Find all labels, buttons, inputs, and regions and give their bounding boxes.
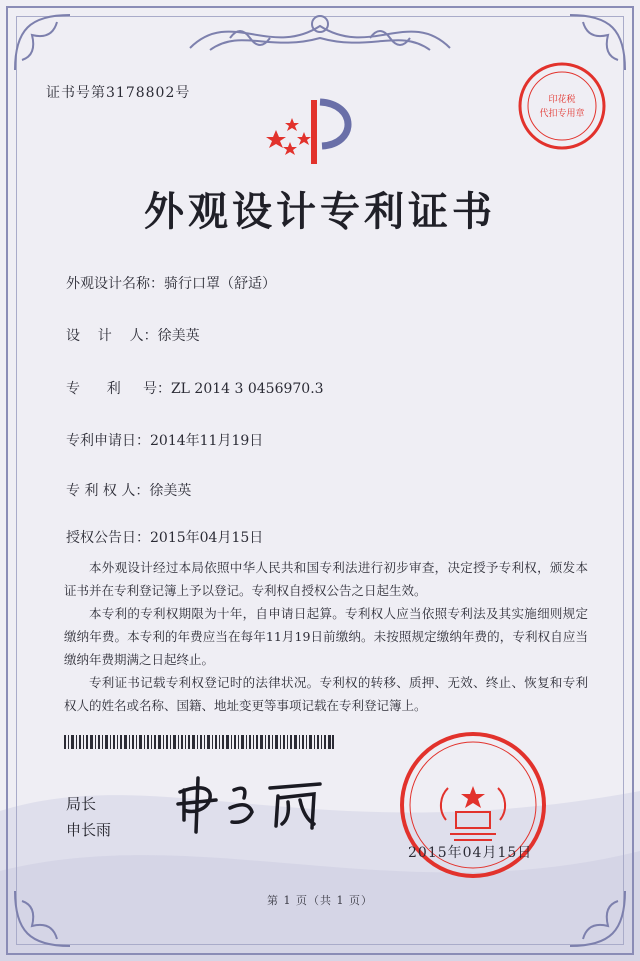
barcode [64, 735, 334, 749]
tax-stamp-seal [516, 60, 608, 152]
field-value: ZL 2014 3 0456970.3 [170, 381, 324, 397]
field-label: 专 利 权 人： [66, 483, 150, 499]
signature [170, 770, 340, 840]
field-label: 外观设计名称： [66, 276, 164, 292]
field-value: 2015年04月15日 [150, 530, 264, 546]
official-name: 申长雨 [66, 821, 112, 839]
field-label: 专利申请日： [66, 433, 150, 449]
field-value: 骑行口罩（舒适） [164, 276, 276, 292]
body-paragraph: 专利证书记载专利权登记时的法律状况。专利权的转移、质押、无效、终止、恢复和专利权人的姓名或名称、国籍、地址变更等事项记载在专利登记簿上。 [64, 675, 588, 713]
field-label: 设 计 人： [66, 328, 158, 344]
certificate-body [64, 556, 588, 717]
certificate-number: 证书号第3178802号 [46, 85, 191, 101]
body-paragraph: 本专利的专利权期限为十年，自申请日起算。专利权人应当依照专利法及其实施细则规定缴纳年费。本专利的年费应当在每年11月19日前缴纳。未按照规定缴纳年费的，专利权自应当缴纳年费期满之日起终止。 [64, 606, 588, 667]
seal-date: 2015年04月15日 [408, 845, 533, 861]
svg-text:代扣专用章: 代扣专用章 [539, 109, 585, 119]
field-label: 授权公告日： [66, 530, 150, 546]
page-number: 第 1 页（共 1 页） [267, 894, 373, 907]
top-ornament [170, 8, 470, 68]
field-grant-date [66, 527, 263, 547]
field-patent-number [66, 378, 324, 398]
field-patentee [66, 480, 191, 500]
body-paragraph: 本外观设计经过本局依照中华人民共和国专利法进行初步审查，决定授予专利权，颁发本证书并在专利登记簿上予以登记。专利权自授权公告之日起生效。 [64, 560, 588, 598]
svg-text:印花税: 印花税 [548, 95, 576, 105]
page-title: 外观设计专利证书 [144, 188, 496, 235]
field-value: 2014年11月19日 [150, 433, 264, 449]
field-value: 徐美英 [157, 328, 200, 344]
field-application-date [66, 430, 263, 450]
field-value: 徐美英 [149, 483, 192, 499]
corner-ornament-top-left [10, 10, 80, 80]
field-design-name [66, 273, 276, 293]
official-title: 局长 [66, 795, 97, 813]
field-designer [66, 325, 200, 345]
patent-office-logo [262, 92, 362, 172]
field-label: 专 利 号： [66, 381, 171, 397]
